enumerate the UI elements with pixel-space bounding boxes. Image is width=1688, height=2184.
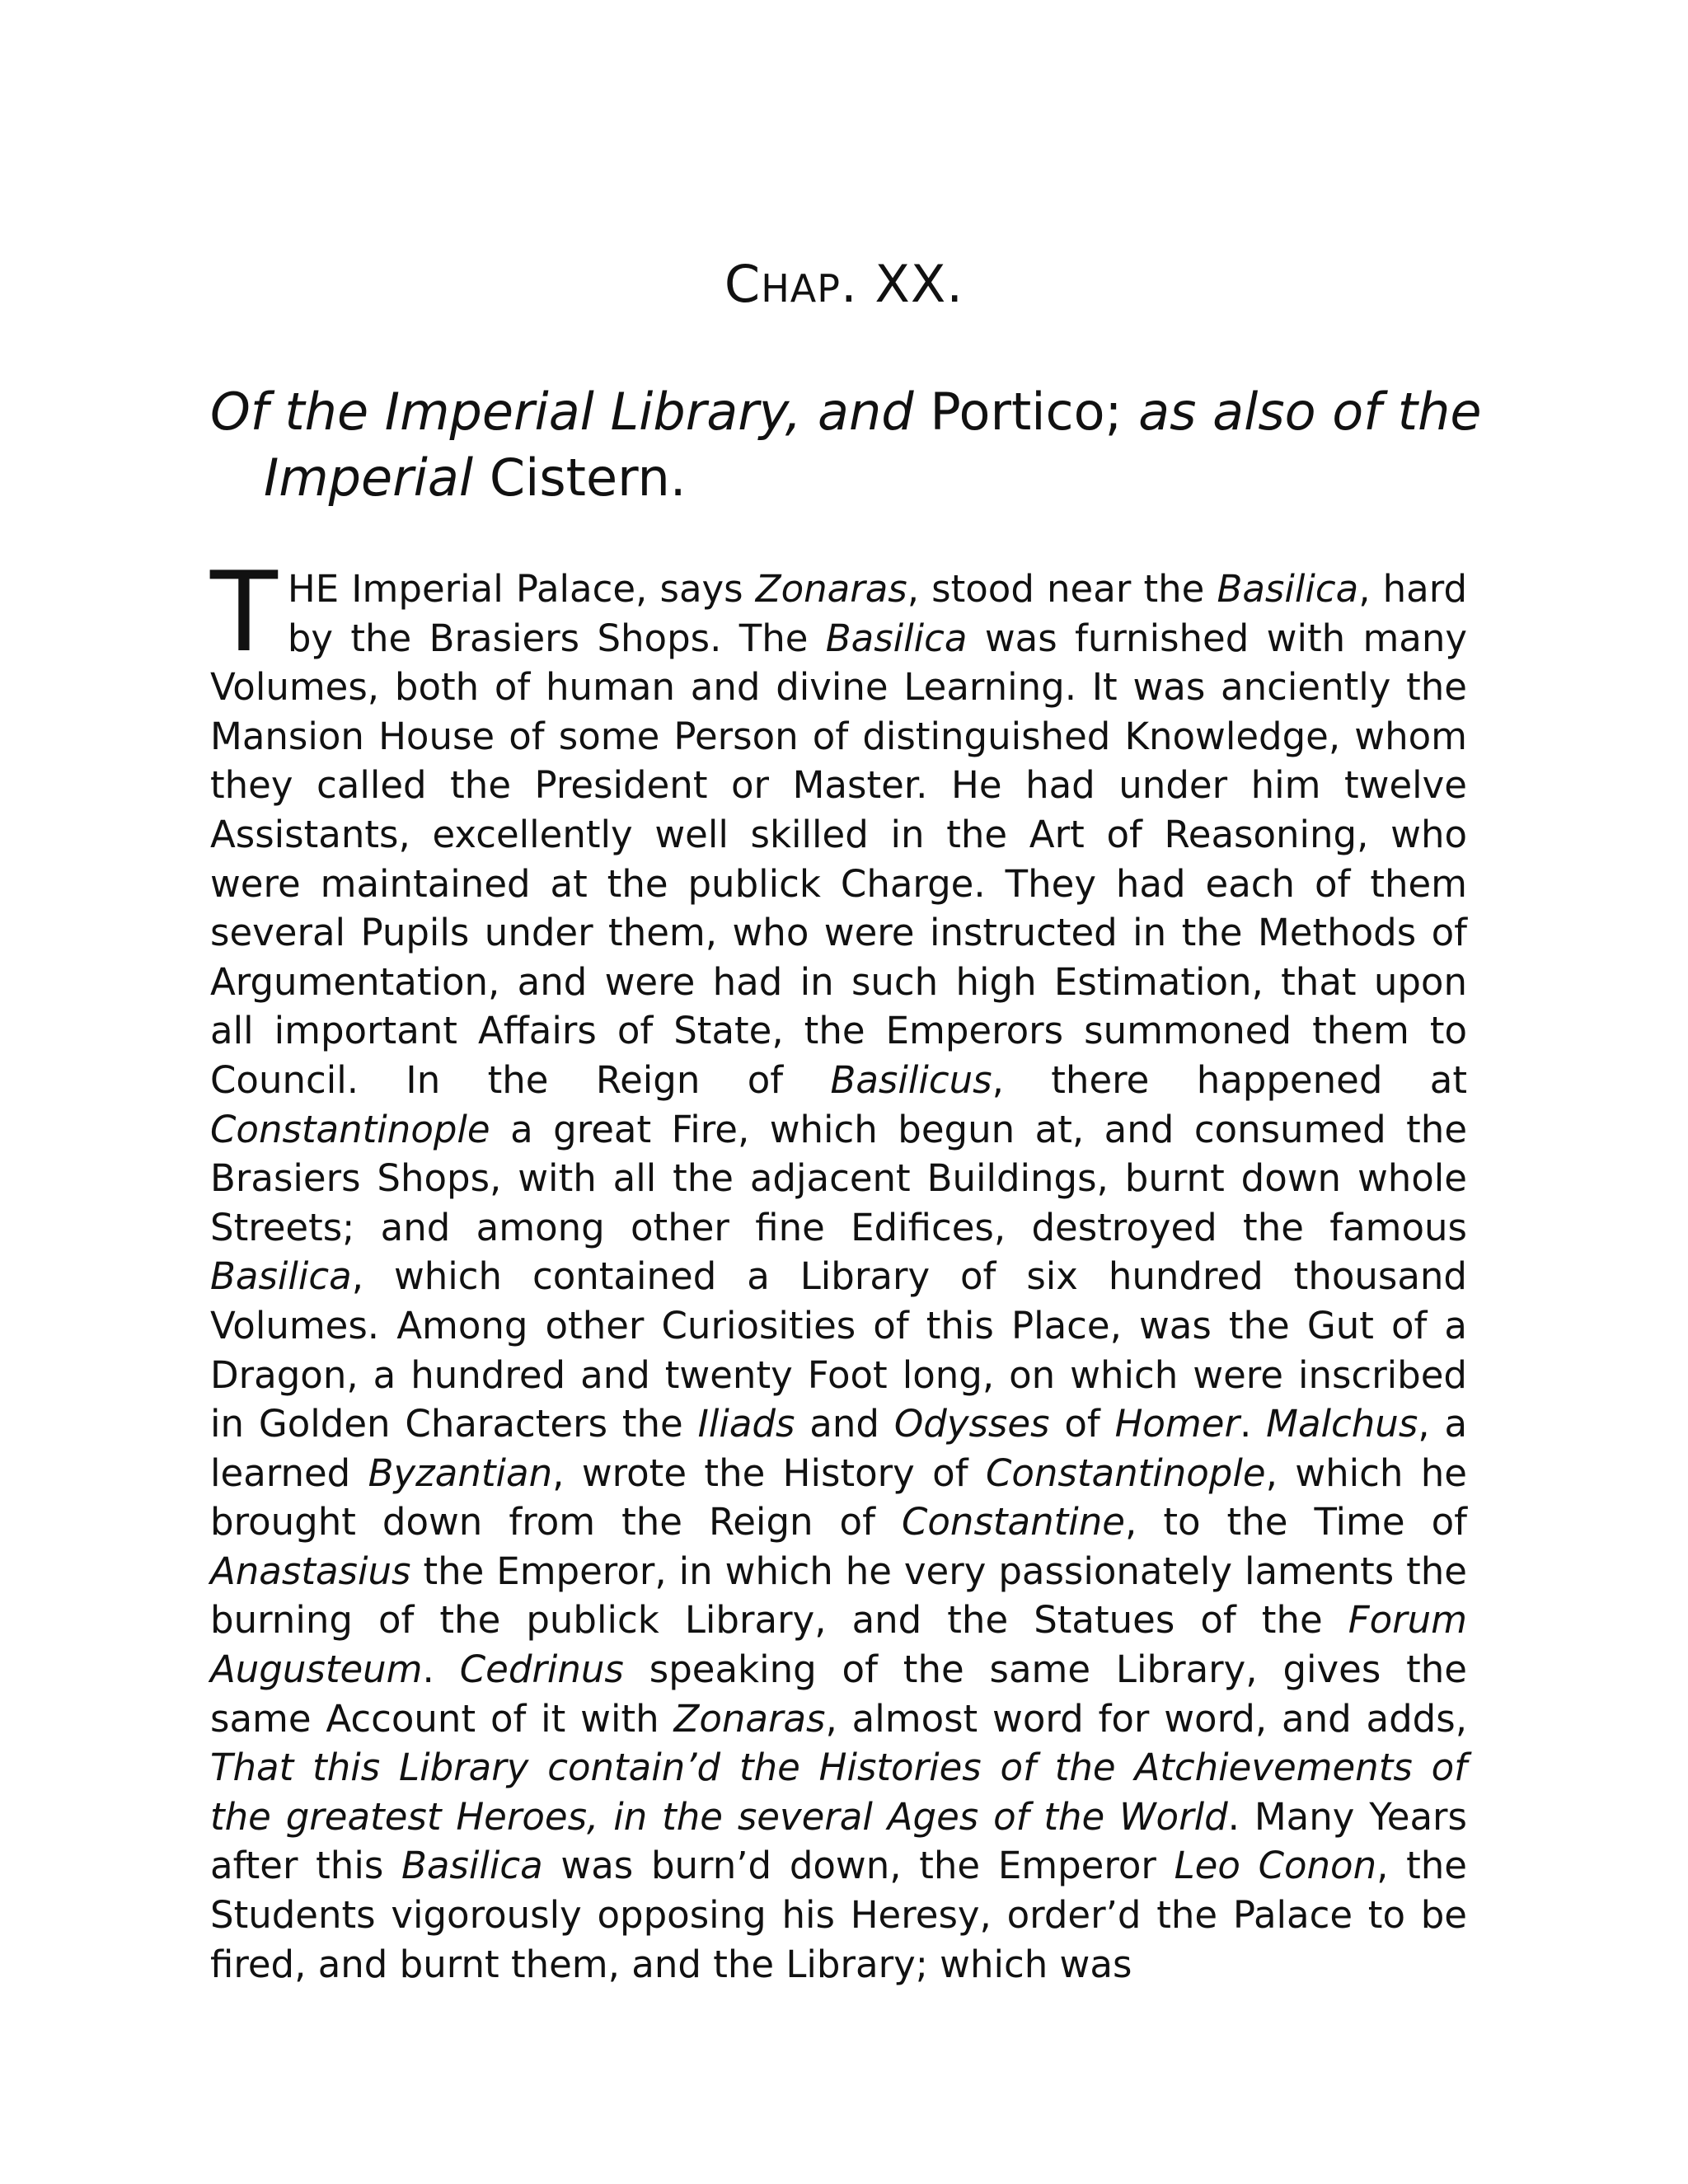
- heading-line-2: [210, 445, 1496, 511]
- body-text: , hard by the Brasiers Shops. The: [287, 567, 1468, 660]
- italic-name: Basilica: [401, 1844, 543, 1888]
- italic-name: Cedrinus: [459, 1647, 624, 1692]
- heading-line-1: [210, 382, 1482, 442]
- body-text: , the Students vigorously opposing his Heresy, order’d the Palace to be fired, and burnt them, and the Library; which was: [210, 1844, 1467, 1986]
- italic-name: Basilica: [825, 616, 968, 660]
- heading-part: Of the Imperial Library, and: [210, 382, 914, 442]
- italic-name: Malchus: [1266, 1402, 1418, 1446]
- italic-name: Iliads: [697, 1402, 795, 1446]
- italic-name: Byzantian: [368, 1451, 553, 1495]
- italic-name: Basilica: [210, 1254, 352, 1299]
- heading-part: Imperial: [264, 448, 474, 508]
- chapter-smallcaps: HAP: [761, 266, 841, 311]
- body-text: , stood near the: [907, 567, 1217, 611]
- italic-name: Leo Conon: [1174, 1844, 1377, 1888]
- italic-name: Zonaras: [755, 567, 907, 611]
- italic-name: Constantinople: [985, 1451, 1266, 1495]
- body-text: , almost word for word, and adds,: [825, 1696, 1467, 1741]
- italic-name: Homer: [1114, 1402, 1240, 1446]
- italic-name: Anastasius: [210, 1549, 411, 1593]
- chapter-suffix: . XX.: [841, 254, 964, 314]
- body-paragraph: [210, 548, 1468, 1989]
- heading-part: Portico: [930, 382, 1105, 442]
- chapter-number: [0, 251, 1688, 321]
- drop-cap: T: [210, 548, 278, 677]
- body-text: . Many Years after this: [210, 1794, 1467, 1888]
- body-text: , to the Time of: [1125, 1500, 1467, 1544]
- body-text: .: [1239, 1402, 1267, 1446]
- body-text: was furnished with many Volumes, both of human and divine Learning. It was anciently the Mansion House of some Person of distinguished Knowledge, whom they called the President or Master. He had under him twelve Assistants, excellently well skilled in the Art of Reasoning, who were maintained at the publick Charge. They had each of them several Pupils under them, who were instructed in the Methods of Argumentation, and were had in such high Estimation, that upon all important Affairs of State, the Emperors summoned them to Council. In the Reign of: [210, 616, 1468, 1102]
- body-text: , a learned: [210, 1402, 1468, 1495]
- italic-name: Constantinople: [210, 1107, 490, 1151]
- body-text: .: [422, 1647, 460, 1692]
- chapter-cap: C: [724, 254, 762, 314]
- body-text: the Emperor, in which he very passionately laments the burning of the publick Library, and the Statues of the: [210, 1549, 1467, 1643]
- body-text: , there happened at: [992, 1057, 1467, 1102]
- body-text: HE Imperial Palace, says: [287, 567, 756, 611]
- italic-quotation: That this Library contain’d the Histories of the Atchievements of the greatest Heroes, in the several Ages of the World: [210, 1746, 1467, 1839]
- body-text: , wrote the History of: [552, 1451, 986, 1495]
- heading-part: Cistern.: [489, 448, 687, 508]
- italic-name: Basilicus: [830, 1057, 992, 1102]
- body-text: and: [795, 1402, 894, 1446]
- body-text: , which contained a Library of six hundred thousand Volumes. Among other Curiosities of this Place, was the Gut of a Dragon, a hundred and twenty Foot long, on which were inscribed in Golden Characters the: [210, 1254, 1467, 1446]
- body-text: of: [1049, 1402, 1115, 1446]
- heading-part: as also of the: [1138, 382, 1482, 442]
- body-text: speaking of the same Library, gives the same Account of it with: [210, 1647, 1467, 1741]
- body-text: , which he brought down from the Reign of: [210, 1451, 1467, 1544]
- body-text: a great Fire, which begun at, and consumed the Brasiers Shops, with all the adjacent Buildings, burnt down whole Streets; and among other fine Edifices, destroyed the famous: [210, 1107, 1467, 1249]
- italic-name: Odysses: [893, 1402, 1050, 1446]
- body-text: was burn’d down, the Emperor: [542, 1844, 1175, 1888]
- heading-part: ;: [1104, 382, 1123, 442]
- italic-name: Forum Augusteum: [210, 1598, 1467, 1692]
- chapter-heading: [210, 379, 1496, 511]
- italic-name: Constantine: [901, 1500, 1125, 1544]
- italic-name: Basilica: [1217, 567, 1359, 611]
- italic-name: Zonaras: [673, 1696, 826, 1741]
